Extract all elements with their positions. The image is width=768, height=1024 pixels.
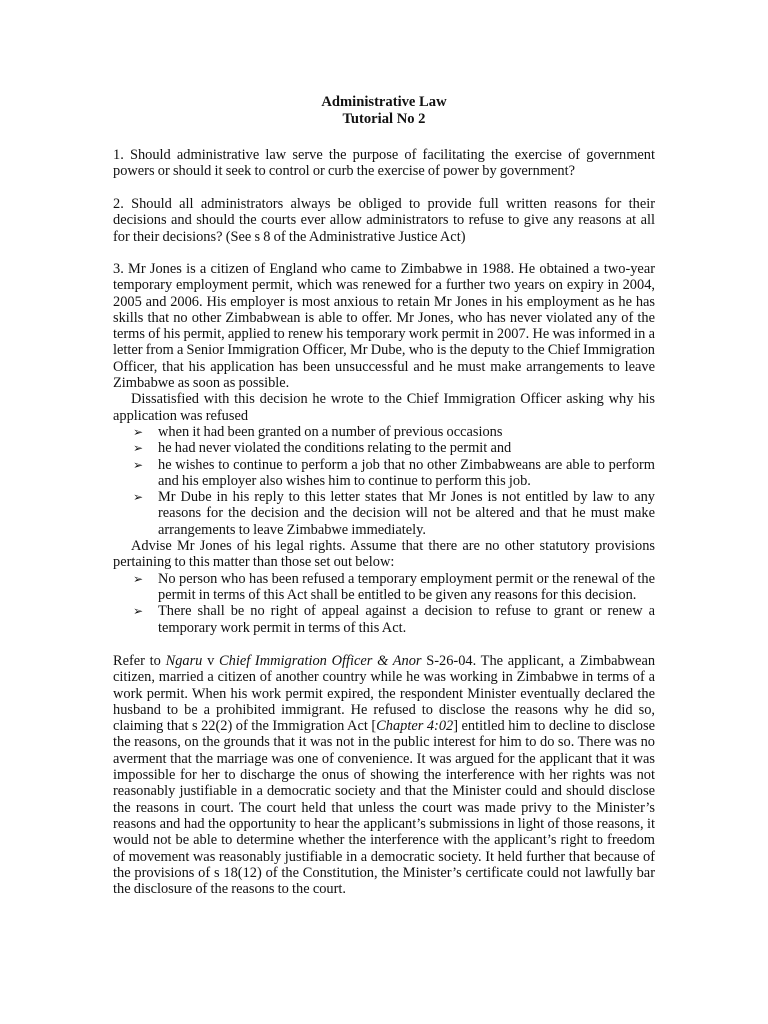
arrow-bullet-icon: ➢ <box>133 604 144 619</box>
statutory-provisions-list <box>113 571 655 636</box>
question-1-text: 1. Should administrative law serve the purpose of facilitating the exercise of government powers or should it seek to control or curb the exercise of power by government? <box>113 147 655 180</box>
list-item: ➢ Mr Dube in his reply to this letter states that Mr Jones is not entitled by law to any reasons for the decision and the decision will not be altered and that he must make arrangements to leave Zimbabwe immediately. <box>133 489 655 538</box>
arrow-bullet-icon: ➢ <box>133 571 144 586</box>
chapter-reference: Chapter 4:02 <box>376 718 454 735</box>
page-subtitle: Tutorial No 2 <box>342 111 426 127</box>
case-name-applicant: Ngaru <box>165 653 203 669</box>
question-3-facts: 3. Mr Jones is a citizen of England who came to Zimbabwe in 1988. He obtained a two-year temporary employment permit, which was renewed for a further two years on expiry in 2004, 2005 and 2006. His employer is most anxious to retain Mr Jones in his employment as he has skills that no other Zimbabwean is able to offer. Mr Jones, who has never violated any of the terms of his permit, applied to renew his temporary work permit in 2007. He was informed in a letter from a Senior Immigration Officer, Mr Dube, who is the deputy to the Chief Immigration Officer, that his application has been unsuccessful and he must make arrangements to leave Zimbabwe as soon as possible. <box>113 261 655 392</box>
arrow-bullet-icon: ➢ <box>133 457 144 472</box>
refusal-reasons-list <box>113 424 655 538</box>
question-3 <box>113 261 655 636</box>
question-2 <box>113 196 655 245</box>
arrow-bullet-icon: ➢ <box>133 441 144 456</box>
case-reference-text: Refer to Ngaru v Chief Immigration Officer & Anor S-26-04. The applicant, a Zimbabwean citizen, married a citizen of another country while he was working in Zimbabwe in terms of a work permit. When his work permit expired, the respondent Minister eventually declared the husband to be a prohibited immigrant. He refused to disclose the reasons why he did so, claiming that s 22(2) of the Immigration Act [Chapter 4:02] entitled him to decline to disclose the reasons, on the grounds that it was not in the public interest for him to do so. There was no averment that the marriage was one of convenience. It was argued for the applicant that it was impossible for her to discharge the onus of showing the interference with her rights was not reasonably justifiable in a democratic society and that the Minister could and should disclose the reasons in court. The court held that unless the court was made privy to the Minister’s reasons and had the opportunity to hear the applicant’s submissions in light of those reasons, it would not be able to determine whether the interference with the applicant’s right to freedom of movement was reasonably justifiable in a democratic society. It held further that because of the provisions of s 18(12) of the Constitution, the Minister’s certificate could not lawfully bar the disclosure of the reasons to the court. <box>113 653 656 898</box>
list-item: ➢ he wishes to continue to perform a job that no other Zimbabweans are able to perform and his employer also wishes him to continue to perform this job. <box>133 456 655 489</box>
list-item: ➢ No person who has been refused a temporary employment permit or the renewal of the permit in terms of this Act shall be entitled to be given any reasons for this decision. <box>133 570 655 603</box>
question-2-text: 2. Should all administrators always be obliged to provide full written reasons for their decisions and should the courts ever allow administrators to refuse to give any reasons at all for their decisions? (See s 8 of the Administrative Justice Act) <box>113 196 655 245</box>
arrow-bullet-icon: ➢ <box>133 490 144 505</box>
title-block <box>0 94 768 128</box>
question-1 <box>113 147 655 180</box>
question-3-advise: Advise Mr Jones of his legal rights. Assume that there are no other statutory provisions pertaining to this matter than those set out below: <box>113 538 655 571</box>
case-name-respondent: Chief Immigration Officer & Anor <box>219 653 422 669</box>
list-item: ➢ when it had been granted on a number of previous occasions <box>133 423 503 440</box>
case-reference <box>113 653 655 897</box>
page-title: Administrative Law <box>321 94 447 110</box>
arrow-bullet-icon: ➢ <box>133 424 144 439</box>
list-item: ➢ There shall be no right of appeal against a decision to refuse to grant or renew a temporary work permit in terms of this Act. <box>133 603 655 636</box>
list-item: ➢ he had never violated the conditions relating to the permit and <box>133 440 512 457</box>
question-3-dissatisfied: Dissatisfied with this decision he wrote to the Chief Immigration Officer asking why his application was refused <box>113 391 655 424</box>
